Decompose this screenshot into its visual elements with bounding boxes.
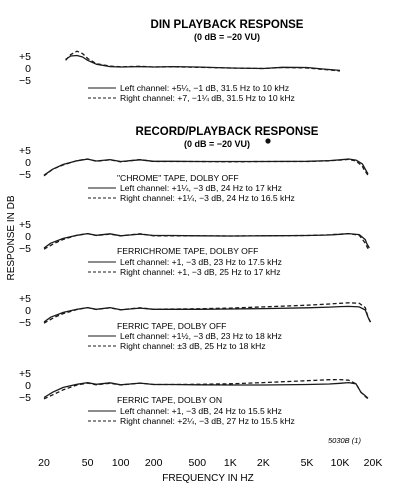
- y-tick-label: 0: [25, 305, 31, 317]
- panel-heading: FERRIC TAPE, DOLBY ON: [117, 395, 223, 405]
- response-panel: [19, 368, 368, 426]
- y-tick-label: +5: [19, 219, 31, 231]
- legend-entry: Right channel: +1, −3 dB, 25 Hz to 17 kHz: [120, 267, 281, 277]
- x-tick-label: 5K: [300, 457, 314, 469]
- legend-entry: Left channel: +5¼, −1 dB, 31.5 Hz to 10 kHz: [120, 83, 290, 93]
- x-tick-label: 20K: [363, 457, 383, 469]
- response-panel: [19, 145, 368, 203]
- y-tick-label: −5: [19, 75, 31, 87]
- section-subtitle: (0 dB = −20 VU): [193, 32, 261, 42]
- legend-entry: Right channel: +1¼, −3 dB, 24 Hz to 16.5 kHz: [120, 193, 295, 203]
- panel-heading: FERRIC TAPE, DOLBY OFF: [117, 321, 227, 331]
- section-title: DIN PLAYBACK RESPONSE: [150, 19, 304, 31]
- response-panel: [19, 51, 340, 103]
- x-tick-label: 2K: [256, 457, 270, 469]
- y-tick-label: +5: [19, 368, 31, 380]
- x-tick-label: 10K: [330, 457, 350, 469]
- x-axis-label: FREQUENCY IN HZ: [162, 473, 254, 484]
- y-tick-label: −5: [19, 243, 31, 255]
- panel-heading: "CHROME" TAPE, DOLBY OFF: [117, 173, 239, 183]
- y-tick-label: −5: [19, 317, 31, 329]
- y-tick-label: −5: [19, 169, 31, 181]
- figure-id: 5030B (1): [328, 436, 361, 445]
- dot-mark: [265, 138, 270, 143]
- x-tick-label: 500: [188, 457, 207, 469]
- legend-entry: Right channel: ±3 dB, 25 Hz to 18 kHz: [120, 341, 266, 351]
- y-tick-label: +5: [19, 145, 31, 157]
- legend-entry: Right channel: +7, −1¼ dB, 31.5 Hz to 10 kHz: [120, 93, 295, 103]
- y-tick-label: +5: [19, 293, 31, 305]
- response-panel: [19, 293, 371, 351]
- x-tick-label: 1K: [223, 457, 237, 469]
- section-subtitle: (0 dB = −20 VU): [183, 139, 251, 149]
- x-tick-label: 50: [81, 457, 94, 469]
- legend-entry: Left channel: +1¼, −3 dB, 24 Hz to 17 kHz: [120, 183, 282, 193]
- y-tick-label: −5: [19, 392, 31, 404]
- x-tick-label: 100: [111, 457, 130, 469]
- y-tick-label: 0: [25, 63, 31, 75]
- panel-heading: FERRICHROME TAPE, DOLBY OFF: [117, 246, 259, 256]
- section-title: RECORD/PLAYBACK RESPONSE: [135, 126, 319, 138]
- right-channel-line: [66, 51, 340, 71]
- y-tick-label: +5: [19, 51, 31, 63]
- legend-entry: Left channel: +1½, −3 dB, 23 Hz to 18 kHz: [120, 331, 282, 341]
- x-tick-label: 20: [38, 457, 50, 469]
- legend-entry: Left channel: +1, −3 dB, 24 Hz to 15.5 kHz: [120, 406, 282, 416]
- x-tick-label: 200: [144, 457, 163, 469]
- response-panel: [19, 219, 369, 277]
- y-tick-label: 0: [25, 157, 31, 169]
- legend-entry: Right channel: +2¼, −3 dB, 27 Hz to 15.5 kHz: [120, 416, 295, 426]
- y-axis-label: RESPONSE IN DB: [6, 195, 17, 281]
- legend-entry: Left channel: +1, −3 dB, 23 Hz to 17.5 kHz: [120, 257, 282, 267]
- y-tick-label: 0: [25, 380, 31, 392]
- y-tick-label: 0: [25, 231, 31, 243]
